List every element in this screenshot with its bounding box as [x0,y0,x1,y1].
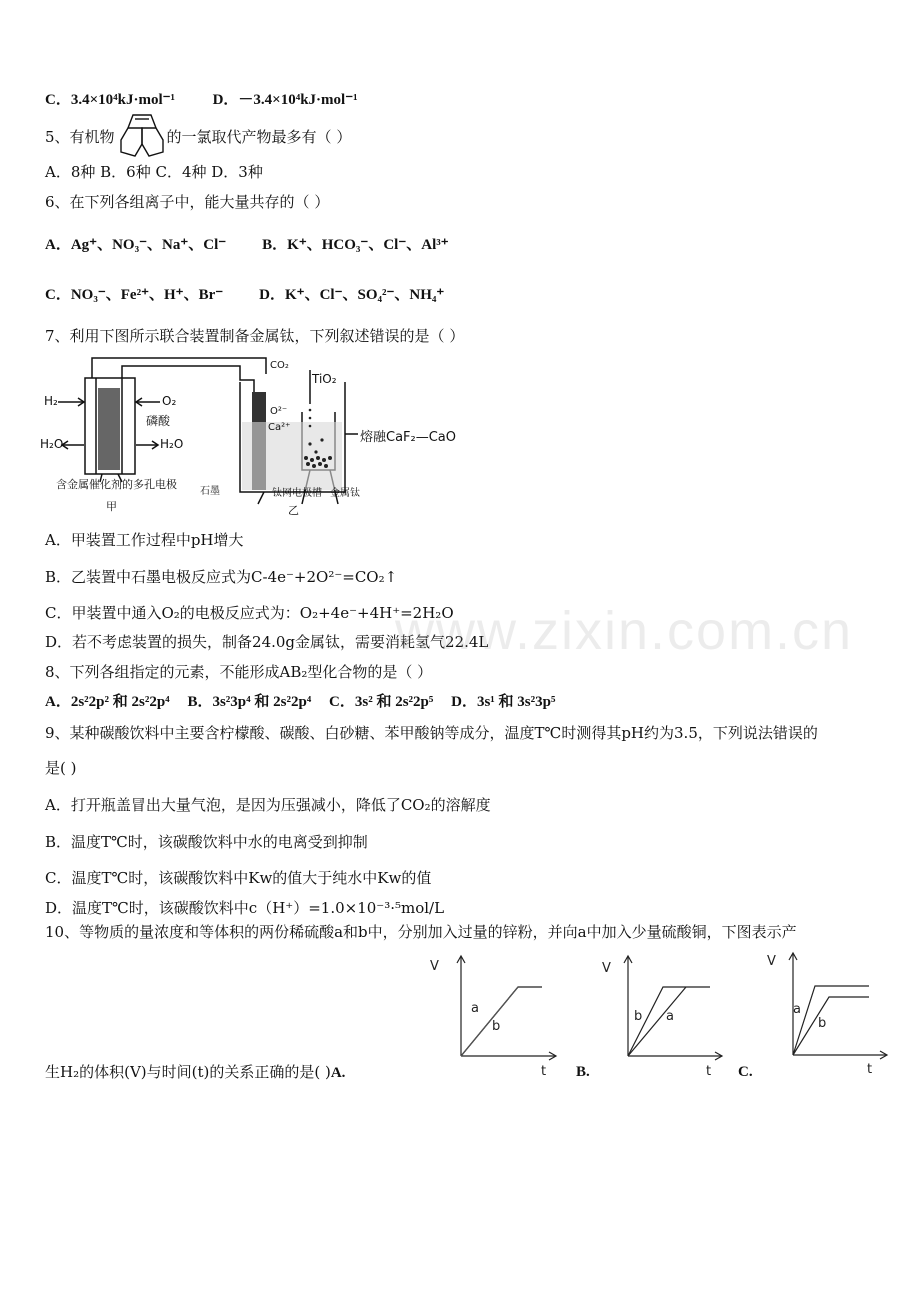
q10-stem-line-1: 10、等物质的量浓度和等体积的两份稀硫酸a和b中，分别加入过量的锌粉，并向a中加入少量硫酸铜，下图表示产 [45,923,797,941]
q5-stem-post: 的一氯取代产物最多有（ ） [166,128,352,146]
label-graphite: 石墨 [200,486,220,497]
graph-b-curve-b: b [634,1009,643,1024]
graph-c-curve-b: b [818,1016,827,1031]
graph-c-axis-t: t [867,1062,873,1077]
q6-row-1 [45,235,449,255]
q4-options [45,90,358,110]
label-yi: 乙 [288,504,299,517]
graph-a-curve-b: b [492,1019,501,1034]
q7-option-a: A．甲装置工作过程中pH增大 [45,531,244,549]
q8-option-a: A．2s²2p² 和 2s²2p⁴ [45,694,170,710]
label-jia: 甲 [106,500,117,513]
graph-b-axis-t: t [706,1064,712,1078]
q8-stem: 8、下列各组指定的元素，不能形成AB₂型化合物的是（ ） [45,663,433,681]
q6-option-d: D．K⁺、Cl⁻、SO₄²⁻、NH₄⁺ [259,287,445,303]
q5-options: A．8种 B．6种 C．4种 D．3种 [45,163,263,181]
q10-stem-line-2 [45,1062,345,1083]
q9-option-c: C．温度T℃时，该碳酸饮料中Kw的值大于纯水中Kw的值 [45,869,432,887]
graph-a-curve-a: a [471,1001,479,1016]
label-h2o-right: H₂O [160,437,184,451]
label-tio2: TiO₂ [312,372,337,386]
q7-option-d: D．若不考虑装置的损失，制备24.0g金属钛，需要消耗氢气22.4L [45,633,489,651]
q5-stem-pre: 5、有机物 [45,128,115,146]
q4-option-d: D．－3.4×10⁴kJ·mol⁻¹ [212,92,358,108]
q4-option-c: C．3.4×10⁴kJ·mol⁻¹ [45,92,176,108]
q7-apparatus-figure [40,352,460,518]
q9-option-d: D．温度T℃时，该碳酸饮料中c（H⁺）=1.0×10⁻³·⁵mol/L [45,899,445,917]
graph-b-curve-a: a [666,1009,674,1024]
label-h2: H₂ [44,394,58,408]
q10-stem-text: 生H₂的体积(V)与时间(t)的关系正确的是( ) [45,1063,331,1081]
q10-option-c-label: C. [738,1064,753,1080]
graph-a-axis-v: V [430,959,439,974]
label-electrode: 含金属催化剂的多孔电极 [56,478,177,491]
q6-option-a: A．Ag⁺、NO₃⁻、Na⁺、Cl⁻ [45,237,227,253]
label-h2o-left: H₂O [40,437,64,451]
label-o2-ion: O²⁻ [270,406,288,417]
q6-option-c: C．NO₃⁻、Fe²⁺、H⁺、Br⁻ [45,287,224,303]
q10-graph-a [428,950,563,1078]
label-ca2-ion: Ca²⁺ [268,422,291,433]
q9-option-b: B．温度T℃时，该碳酸饮料中水的电离受到抑制 [45,833,368,851]
q8-options [45,692,569,712]
watermark: www.zixin.com.cn [395,601,854,661]
q7-option-c: C．甲装置中通入O₂的电极反应式为：O₂+4e⁻+4H⁺=2H₂O [45,604,454,622]
graph-c-curve-a: a [793,1002,801,1017]
label-co2: CO₂ [270,360,289,371]
q7-stem: 7、利用下图所示联合装置制备金属钛，下列叙述错误的是（ ） [45,327,465,345]
label-titanium: 金属钛 [330,488,360,499]
label-melt: 熔融CaF₂—CaO [360,430,457,445]
q9-stem-line-1: 9、某种碳酸饮料中主要含柠檬酸、碳酸、白砂糖、苯甲酸钠等成分，温度T℃时测得其pH约为3.5，下列说法错误的 [45,724,818,742]
q6-stem: 6、在下列各组离子中，能大量共存的（ ） [45,193,330,211]
q8-option-c: C．3s² 和 2s²2p⁵ [329,694,434,710]
q5-stem [45,127,351,147]
graph-b-axis-v: V [602,961,611,976]
label-basket: 钛网电极槽 [272,488,322,499]
q8-option-b: B．3s²3p⁴ 和 2s²2p⁴ [187,694,312,710]
q10-option-b-label: B. [576,1064,590,1080]
graph-a-axis-t: t [541,1064,547,1078]
q9-stem-line-2: 是( ) [45,759,77,777]
q10-graph-b [598,950,728,1078]
q10-graph-c [765,945,900,1077]
q6-option-b: B．K⁺、HCO₃⁻、Cl⁻、Al³⁺ [262,237,449,253]
label-acid: 磷酸 [146,414,171,428]
q9-option-a: A．打开瓶盖冒出大量气泡，是因为压强减小，降低了CO₂的溶解度 [45,796,491,814]
graph-c-axis-v: V [767,954,776,969]
label-o2: O₂ [162,394,177,408]
q8-option-d: D．3s¹ 和 3s²3p⁵ [451,694,556,710]
acenaphthylene-structure [115,110,169,160]
q6-row-2 [45,285,444,305]
q10-option-a-label: A. [330,1065,346,1081]
q7-option-b: B．乙装置中石墨电极反应式为C-4e⁻+2O²⁻=CO₂↑ [45,568,398,586]
